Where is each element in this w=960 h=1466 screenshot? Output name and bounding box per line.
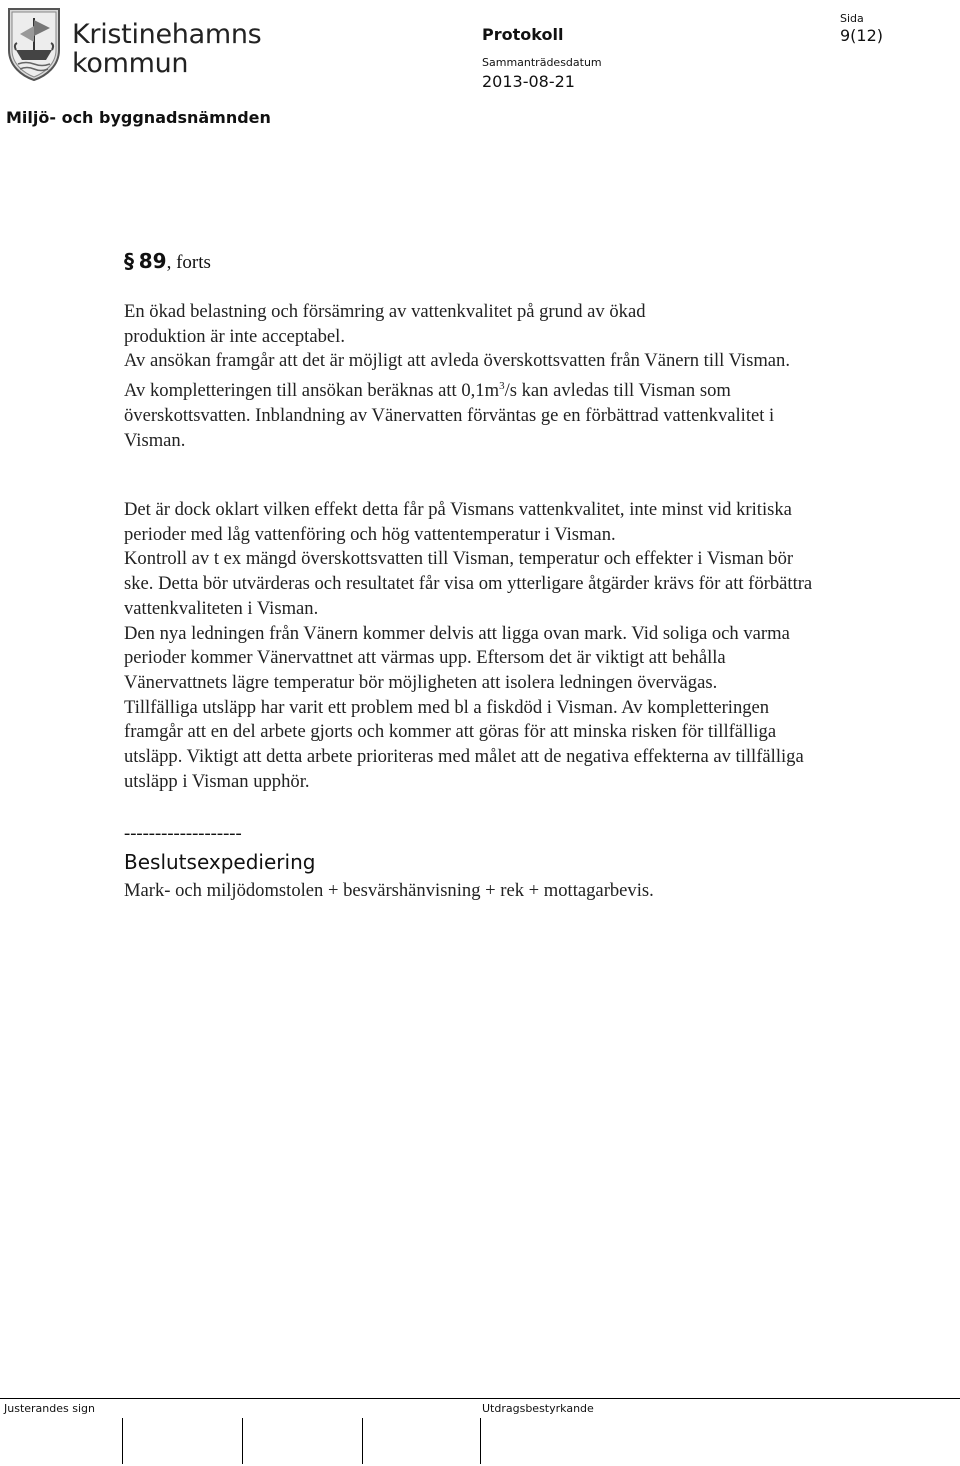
signature-box-divider <box>480 1418 481 1464</box>
adjusters-signature-label: Justerandes sign <box>4 1402 95 1415</box>
paragraph: Kontroll av t ex mängd överskottsvatten till Visman, temperatur och effekter i Visman bör ske. Detta bör utvärderas och resultatet får visa om ytterligare åtgärder krävs för att förbättra vattenkvaliteten i Visman. <box>124 548 813 619</box>
committee-name: Miljö- och byggnadsnämnden <box>6 108 271 127</box>
meeting-date-value: 2013-08-21 <box>482 72 575 91</box>
assessment-text-block-1 <box>124 300 824 453</box>
paragraph <box>124 300 824 349</box>
section-sign: § <box>124 249 134 273</box>
superscript: 3 <box>499 380 505 393</box>
municipality-name <box>72 20 261 78</box>
dispatch-recipients: Mark- och miljödomstolen + besvärshänvisning + rek + mottagarbevis. <box>124 880 654 901</box>
section-heading <box>124 246 211 278</box>
extract-certification-label: Utdragsbestyrkande <box>482 1402 594 1415</box>
assessment-text-block-2 <box>124 498 824 794</box>
municipality-name-line2: kommun <box>72 48 189 79</box>
municipal-coat-of-arms-logo <box>6 6 62 82</box>
paragraph-line: En ökad belastning och försämring av vattenkvalitet på grund av ökad <box>124 301 646 322</box>
dispatch-heading: Beslutsexpediering <box>124 850 316 874</box>
municipality-name-line1: Kristinehamns <box>72 19 262 50</box>
meeting-date-label: Sammanträdesdatum <box>482 56 602 69</box>
page-label: Sida <box>840 12 864 25</box>
separator-dashes: ------------------- <box>124 823 242 844</box>
page-number: 9(12) <box>840 26 884 45</box>
footer-divider <box>0 1398 960 1399</box>
paragraph: Tillfälliga utsläpp har varit ett problem med bl a fiskdöd i Visman. Av kompletteringen framgår att en del arbete gjorts och kommer att göras för att minska risken för tillfälliga utsläpp. Viktigt att detta arbete prioriteras med målet att de negativa effekterna av tillfälliga utsläpp i Visman upphör. <box>124 696 804 792</box>
section-suffix: , forts <box>166 252 211 273</box>
document-type: Protokoll <box>482 25 564 44</box>
section-number: 89 <box>138 249 167 273</box>
paragraph-line: produktion är inte acceptabel. <box>124 325 345 347</box>
signature-box-divider <box>122 1418 123 1464</box>
paragraph-text: Av kompletteringen till ansökan beräknas att 0,1m <box>124 380 500 402</box>
paragraph: Det är dock oklart vilken effekt detta får på Vismans vattenkvalitet, inte minst vid kritiska perioder med låg vattenföring och hög vattentemperatur i Visman. <box>124 499 792 545</box>
paragraph <box>124 374 824 453</box>
paragraph: Av ansökan framgår att det är möjligt att avleda överskottsvatten från Vänern till Visman. <box>124 350 790 372</box>
paragraph: Den nya ledningen från Vänern kommer delvis att ligga ovan mark. Vid soliga och varma perioder kommer Vänervattnet att värmas upp. Eftersom det är viktigt att behålla Vänervattnets lägre temperatur bör möjligheten att isolera ledningen övervägas. <box>124 622 790 693</box>
paragraph-text: /s kan avledas till Visman som överskottsvatten. Inblandning av Vänervatten förväntas ge en förbättrad vattenkvalitet i Visman. <box>124 380 775 451</box>
signature-box-divider <box>362 1418 363 1464</box>
signature-box-divider <box>242 1418 243 1464</box>
